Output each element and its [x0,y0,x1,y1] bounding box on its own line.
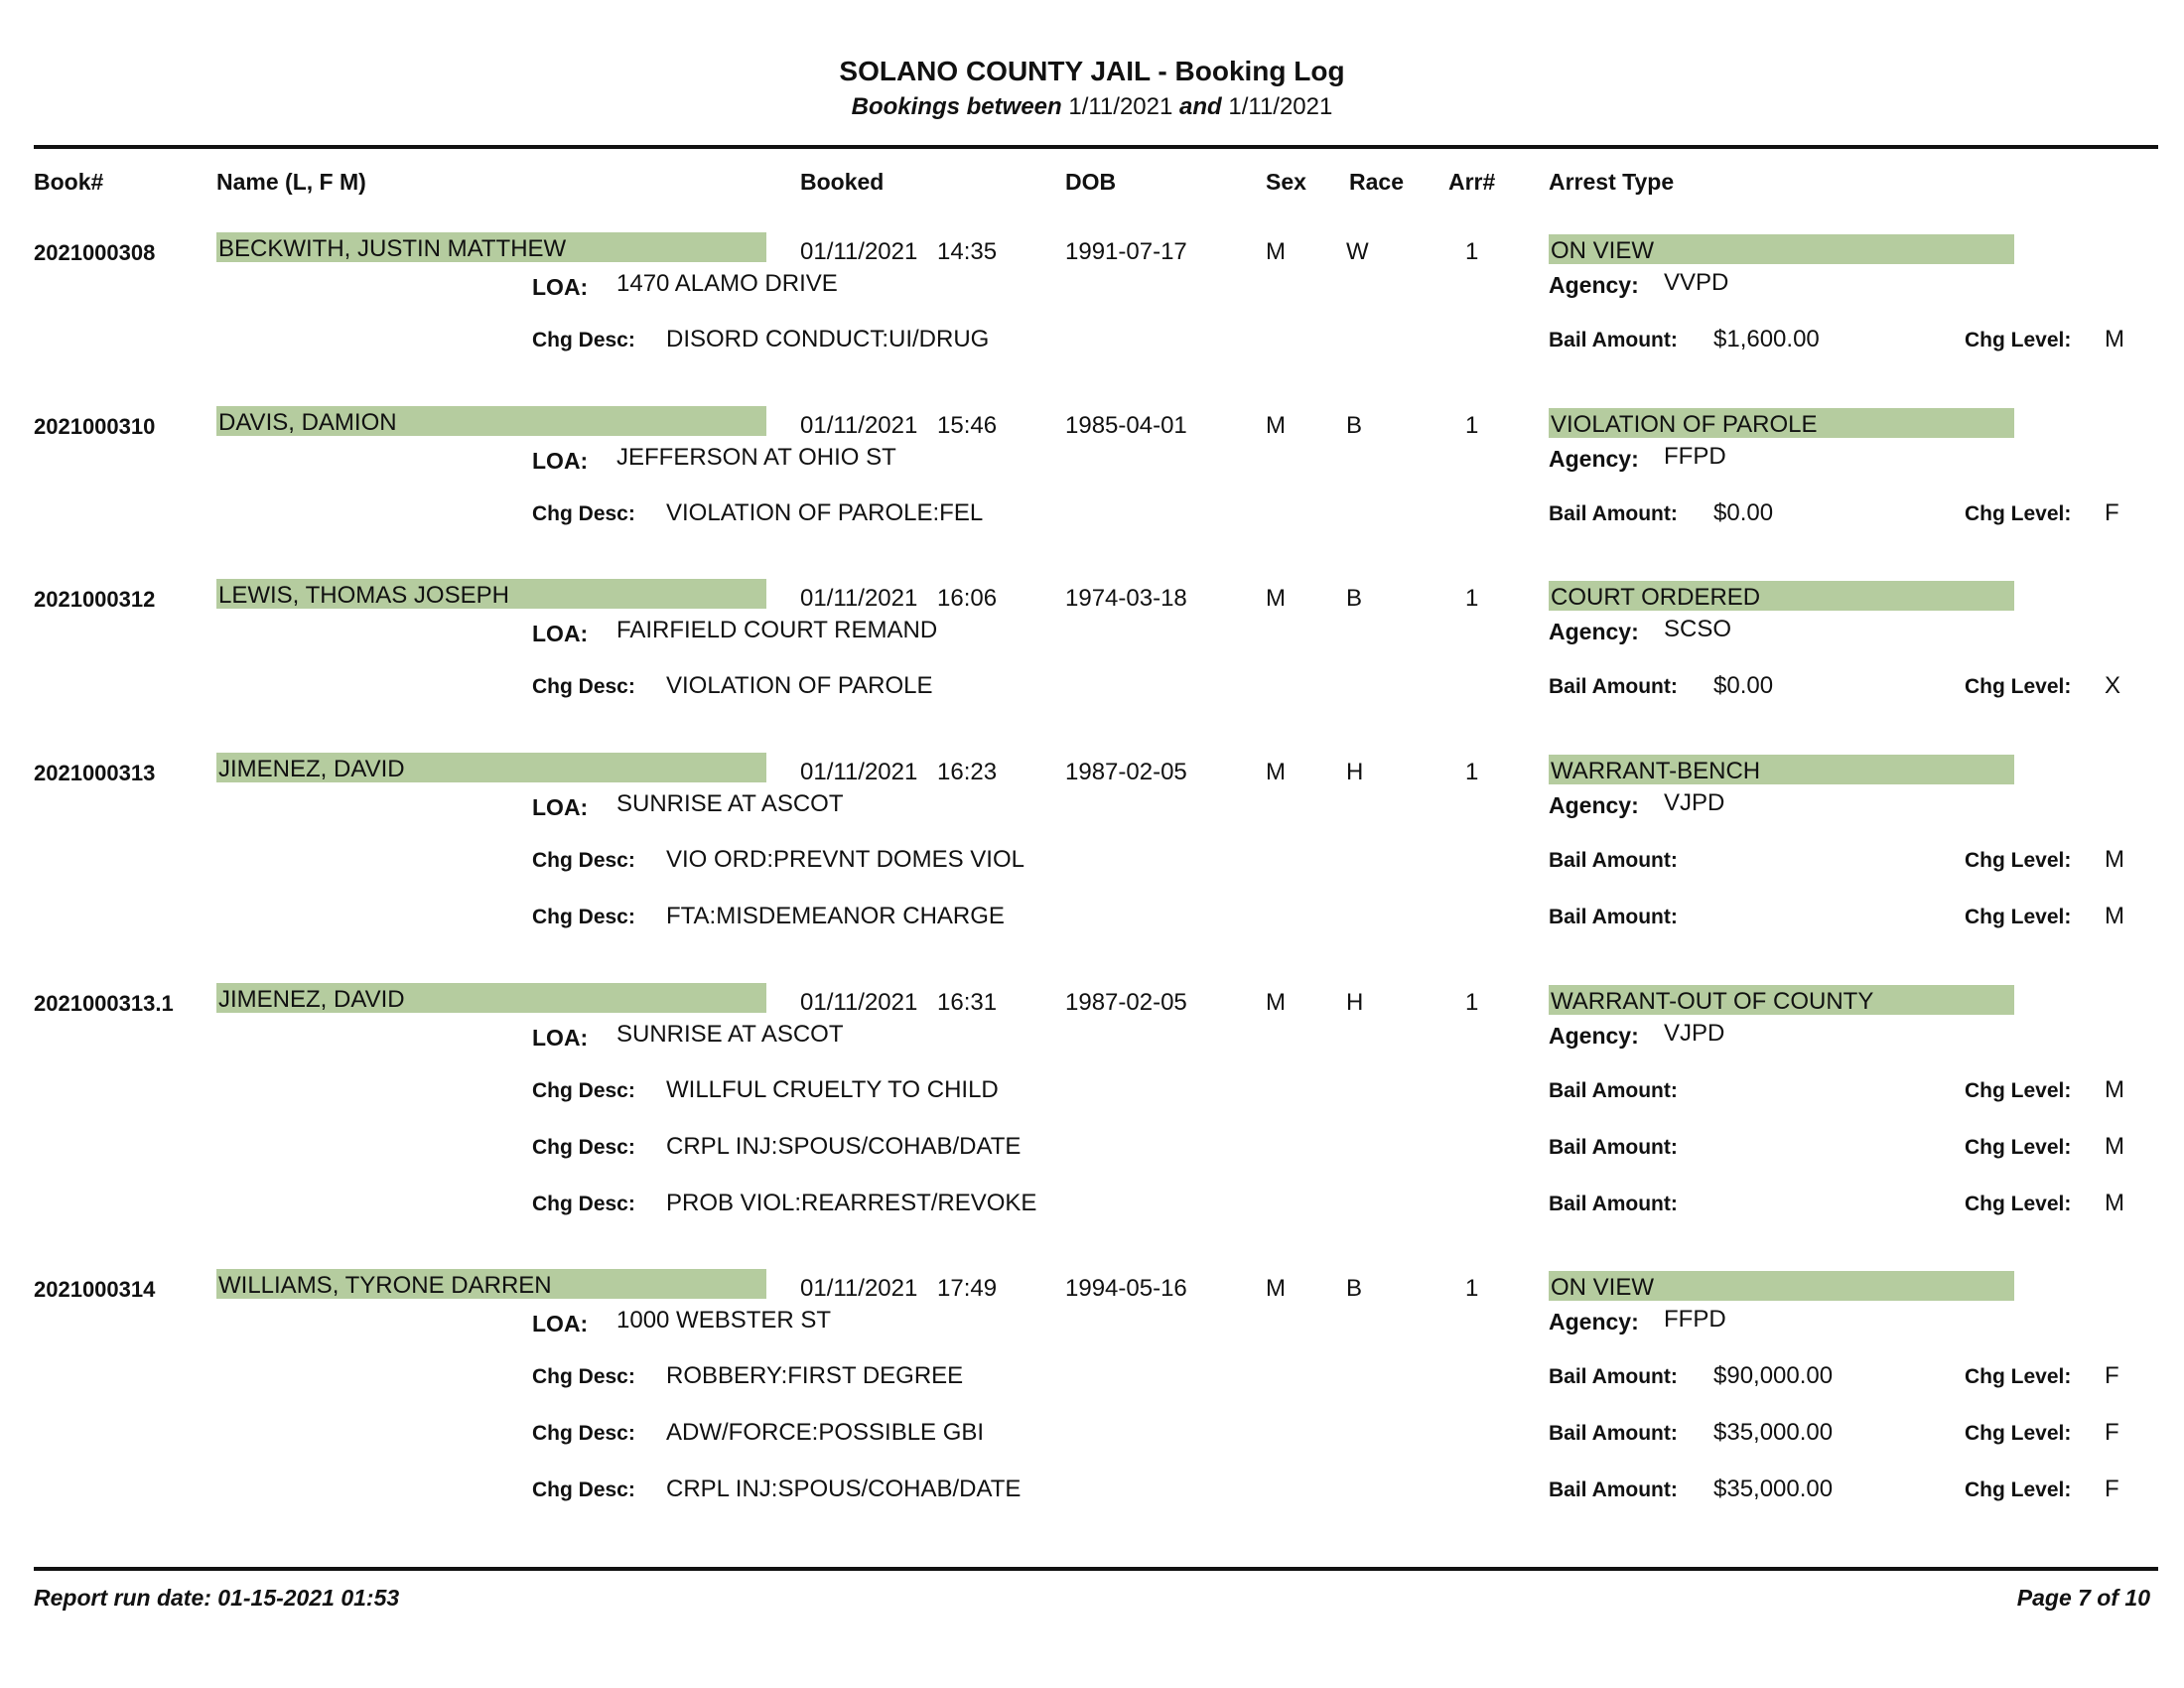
chg-desc-value: ADW/FORCE:POSSIBLE GBI [666,1419,985,1446]
arrest-number: 1 [1465,989,1479,1016]
chg-level-value: M [2105,326,2124,352]
name-highlight [216,983,766,1013]
arrest-type-highlight [1549,1271,2014,1301]
bail-amount-label: Bail Amount: [1549,1365,1678,1388]
arrest-type-highlight [1549,234,2014,264]
chg-level-value: M [2105,1190,2124,1216]
booked-date: 01/11/2021 [800,1275,918,1302]
arrest-type-highlight [1549,581,2014,611]
agency-value: VJPD [1664,789,1725,816]
chg-level-value: F [2105,1362,2119,1389]
chg-desc-value: PROB VIOL:REARREST/REVOKE [666,1190,1037,1216]
loa-label: LOA: [532,1311,589,1336]
arrest-type: ON VIEW [1551,237,1655,264]
chg-desc-label: Chg Desc: [532,1365,635,1388]
booked-time: 17:49 [937,1275,998,1302]
name-highlight [216,579,766,609]
booked-time: 16:31 [937,989,998,1016]
loa-label: LOA: [532,621,589,646]
loa-value: JEFFERSON AT OHIO ST [616,444,896,471]
agency-label: Agency: [1549,1309,1639,1335]
bail-amount-label: Bail Amount: [1549,1136,1678,1159]
chg-desc-value: CRPL INJ:SPOUS/COHAB/DATE [666,1133,1022,1160]
date-from: 1/11/2021 [1068,93,1173,120]
chg-level-label: Chg Level: [1965,1136,2072,1159]
dob: 1987-02-05 [1065,989,1187,1016]
loa-label: LOA: [532,794,589,820]
chg-level-label: Chg Level: [1965,1478,2072,1501]
chg-desc-label: Chg Desc: [532,1422,635,1445]
agency-value: FFPD [1664,443,1726,470]
arrest-type: VIOLATION OF PAROLE [1551,411,1818,438]
date-to: 1/11/2021 [1228,93,1333,120]
chg-level-value: F [2105,499,2119,526]
chg-desc-value: VIO ORD:PREVNT DOMES VIOL [666,846,1024,873]
race: B [1346,412,1363,439]
arrest-number: 1 [1465,1275,1479,1302]
loa-value: SUNRISE AT ASCOT [616,790,844,817]
dob: 1991-07-17 [1065,238,1187,265]
sex: M [1266,989,1286,1016]
bail-amount-label: Bail Amount: [1549,675,1678,698]
agency-label: Agency: [1549,792,1639,818]
booked-time: 16:06 [937,585,998,612]
report-title: SOLANO COUNTY JAIL - Booking Log [839,56,1345,86]
chg-level-label: Chg Level: [1965,675,2072,698]
chg-desc-value: WILLFUL CRUELTY TO CHILD [666,1076,999,1103]
loa-value: 1000 WEBSTER ST [616,1307,832,1334]
col-book: Book# [34,169,104,195]
arrest-type-highlight [1549,408,2014,438]
sex: M [1266,585,1286,612]
chg-level-value: M [2105,1076,2124,1103]
chg-level-label: Chg Level: [1965,906,2072,928]
bail-amount-value: $1,600.00 [1713,326,1820,352]
race: H [1346,989,1364,1016]
chg-desc-label: Chg Desc: [532,1079,635,1102]
booked-time: 16:23 [937,759,998,785]
agency-value: FFPD [1664,1306,1726,1333]
chg-level-label: Chg Level: [1965,1193,2072,1215]
bail-amount-value: $35,000.00 [1713,1419,1834,1446]
agency-label: Agency: [1549,446,1639,472]
chg-level-label: Chg Level: [1965,329,2072,352]
arrest-number: 1 [1465,238,1479,265]
inmate-name: BECKWITH, JUSTIN MATTHEW [218,235,567,262]
loa-value: 1470 ALAMO DRIVE [616,270,838,297]
header-rule [34,145,2158,149]
chg-level-label: Chg Level: [1965,1422,2072,1445]
bail-amount-label: Bail Amount: [1549,906,1678,928]
bail-amount-label: Bail Amount: [1549,502,1678,525]
booked-time: 14:35 [937,238,998,265]
arrest-type: ON VIEW [1551,1274,1655,1301]
booked-date: 01/11/2021 [800,585,918,612]
loa-value: SUNRISE AT ASCOT [616,1021,844,1048]
footer-rule [34,1567,2158,1571]
bail-amount-value: $0.00 [1713,672,1774,699]
bail-amount-label: Bail Amount: [1549,1422,1678,1445]
race: H [1346,759,1364,785]
book-number: 2021000313.1 [34,991,174,1016]
chg-desc-label: Chg Desc: [532,1193,635,1215]
agency-value: SCSO [1664,616,1732,642]
chg-desc-label: Chg Desc: [532,502,635,525]
sex: M [1266,412,1286,439]
arrest-type: WARRANT-OUT OF COUNTY [1551,988,1874,1015]
inmate-name: JIMENEZ, DAVID [218,756,405,782]
booked-date: 01/11/2021 [800,238,918,265]
col-sex: Sex [1266,169,1306,195]
bail-amount-label: Bail Amount: [1549,1079,1678,1102]
col-race: Race [1349,169,1404,195]
book-number: 2021000312 [34,587,156,612]
col-name: Name (L, F M) [216,169,366,195]
dob: 1985-04-01 [1065,412,1187,439]
chg-level-label: Chg Level: [1965,1079,2072,1102]
chg-desc-label: Chg Desc: [532,675,635,698]
loa-value: FAIRFIELD COURT REMAND [616,617,938,643]
chg-level-value: M [2105,846,2124,873]
name-highlight [216,1269,766,1299]
chg-desc-value: DISORD CONDUCT:UI/DRUG [666,326,990,352]
chg-desc-value: FTA:MISDEMEANOR CHARGE [666,903,1005,929]
bail-amount-label: Bail Amount: [1549,1193,1678,1215]
chg-desc-value: ROBBERY:FIRST DEGREE [666,1362,964,1389]
chg-level-value: F [2105,1476,2119,1502]
book-number: 2021000310 [34,414,156,439]
chg-level-value: M [2105,1133,2124,1160]
inmate-name: WILLIAMS, TYRONE DARREN [218,1272,552,1299]
chg-level-value: F [2105,1419,2119,1446]
chg-desc-value: VIOLATION OF PAROLE [666,672,933,699]
chg-desc-value: CRPL INJ:SPOUS/COHAB/DATE [666,1476,1022,1502]
dob: 1987-02-05 [1065,759,1187,785]
arrest-type-highlight [1549,755,2014,784]
agency-label: Agency: [1549,272,1639,298]
bail-amount-label: Bail Amount: [1549,849,1678,872]
chg-desc-label: Chg Desc: [532,1478,635,1501]
inmate-name: LEWIS, THOMAS JOSEPH [218,582,509,609]
book-number: 2021000313 [34,761,156,785]
agency-value: VJPD [1664,1020,1725,1047]
sex: M [1266,759,1286,785]
chg-desc-label: Chg Desc: [532,849,635,872]
bail-amount-value: $35,000.00 [1713,1476,1834,1502]
arrest-type-highlight [1549,985,2014,1015]
col-arr: Arr# [1448,169,1496,195]
agency-value: VVPD [1664,269,1729,296]
page-number: Page 7 of 10 [2016,1585,2150,1611]
report-subtitle [0,93,2184,121]
arrest-type: COURT ORDERED [1551,584,1761,611]
bail-amount-label: Bail Amount: [1549,1478,1678,1501]
chg-level-value: M [2105,903,2124,929]
inmate-name: JIMENEZ, DAVID [218,986,405,1013]
report-run-date: Report run date: 01-15-2021 01:53 [34,1585,400,1611]
book-number: 2021000308 [34,240,156,265]
arrest-number: 1 [1465,412,1479,439]
arrest-number: 1 [1465,585,1479,612]
name-highlight [216,406,766,436]
chg-level-label: Chg Level: [1965,849,2072,872]
arrest-number: 1 [1465,759,1479,785]
race: B [1346,585,1363,612]
dob: 1994-05-16 [1065,1275,1187,1302]
arrest-type: WARRANT-BENCH [1551,758,1761,784]
loa-label: LOA: [532,274,589,300]
chg-desc-label: Chg Desc: [532,1136,635,1159]
col-arrest-type: Arrest Type [1549,169,1675,195]
sex: M [1266,1275,1286,1302]
booked-date: 01/11/2021 [800,989,918,1016]
loa-label: LOA: [532,448,589,474]
chg-desc-label: Chg Desc: [532,906,635,928]
bail-amount-value: $0.00 [1713,499,1774,526]
booked-date: 01/11/2021 [800,412,918,439]
chg-level-label: Chg Level: [1965,502,2072,525]
chg-desc-label: Chg Desc: [532,329,635,352]
race: B [1346,1275,1363,1302]
loa-label: LOA: [532,1025,589,1051]
inmate-name: DAVIS, DAMION [218,409,397,436]
booked-time: 15:46 [937,412,998,439]
subtitle-and: and [1179,93,1222,120]
chg-desc-value: VIOLATION OF PAROLE:FEL [666,499,984,526]
race: W [1346,238,1369,265]
booked-date: 01/11/2021 [800,759,918,785]
bail-amount-value: $90,000.00 [1713,1362,1834,1389]
book-number: 2021000314 [34,1277,156,1302]
bail-amount-label: Bail Amount: [1549,329,1678,352]
agency-label: Agency: [1549,1023,1639,1049]
chg-level-value: X [2105,672,2121,699]
sex: M [1266,238,1286,265]
col-dob: DOB [1065,169,1117,195]
dob: 1974-03-18 [1065,585,1187,612]
agency-label: Agency: [1549,619,1639,644]
name-highlight [216,232,766,262]
chg-level-label: Chg Level: [1965,1365,2072,1388]
name-highlight [216,753,766,782]
subtitle-prefix: Bookings between [851,93,1062,120]
col-booked: Booked [800,169,885,195]
